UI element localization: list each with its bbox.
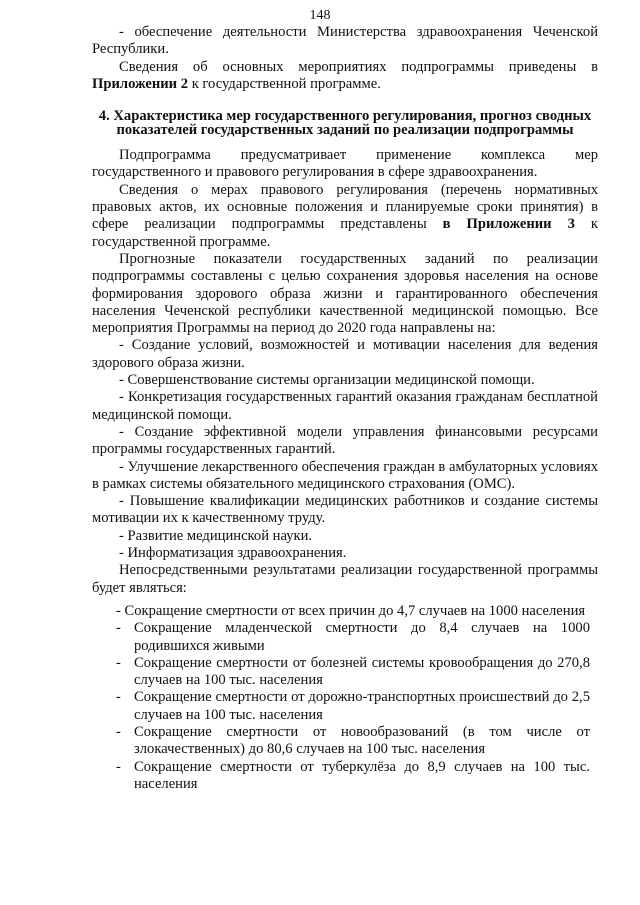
legal-acts-text-after: к государственной программе. xyxy=(92,216,598,250)
paragraph-regulation: Подпрограмма предусматривает применение комплекса мер государственного и правового регулирования в сфере здравоохранения. xyxy=(92,147,598,181)
measure-item: - Создание условий, возможностей и мотивации населения для ведения здорового образа жизни. xyxy=(92,337,598,371)
result-item xyxy=(92,620,598,655)
page-number: 148 xyxy=(309,8,331,23)
result-item xyxy=(92,724,598,759)
appendix-link-text: Приложении 2 xyxy=(92,75,189,92)
dash-marker: - xyxy=(116,620,121,637)
measure-item: - Развитие медицинской науки. xyxy=(119,527,313,544)
result-item xyxy=(92,759,598,794)
measure-item: - Повышение квалификации медицинских работников и создание системы мотивации их к качественному труду. xyxy=(92,493,598,527)
measure-item: - Конкретизация государственных гарантий оказания гражданам бесплатной медицинской помощи. xyxy=(92,389,598,423)
dash-marker: - xyxy=(116,654,121,671)
result-text: Сокращение смертности от туберкулёза до 8,9 случаев на 100 тыс. населения xyxy=(134,758,590,792)
dash-marker: - xyxy=(116,758,121,775)
result-text: Сокращение младенческой смертности до 8,4 случаев на 1000 родившихся живыми xyxy=(134,620,590,654)
appendix-reference xyxy=(92,59,598,94)
intro-bullet: - обеспечение деятельности Министерства здравоохранения Чеченской Республики. xyxy=(92,24,598,58)
legal-acts-appendix: в Приложении 3 xyxy=(442,216,575,233)
result-text: Сокращение смертности от дорожно-транспортных происшествий до 2,5 случаев на 100 тыс. населения xyxy=(134,689,590,723)
measure-item: - Совершенствование системы организации медицинской помощи. xyxy=(119,372,535,389)
measure-item: - Информатизация здравоохранения. xyxy=(119,545,347,562)
paragraph-forecast: Прогнозные показатели государственных заданий по реализации подпрограммы составлены с целью сохранения здоровья населения на основе формирования здорового образа жизни и гарантированного обеспечения населения Чеченской республики качественной медицинской помощью. Все мероприятия Программы на период до 2020 года направлены на: xyxy=(92,250,598,337)
measure-item: - Улучшение лекарственного обеспечения граждан в амбулаторных условиях в рамках системы обязательного медицинского страхования (ОМС). xyxy=(92,458,598,492)
section-heading: 4. Характеристика мер государственного регулирования, прогноз сводных показателей государственных заданий по реализации подпрограммы xyxy=(98,108,592,138)
appendix-text-before: Сведения об основных мероприятиях подпрограммы приведены в xyxy=(119,58,598,75)
document-body xyxy=(92,24,598,793)
dash-marker: - xyxy=(116,723,121,740)
results-list xyxy=(92,603,598,793)
result-text: Сокращение смертности от новообразований (в том числе от злокачественных) до 80,6 случаев на 100 тыс. населения xyxy=(134,723,590,758)
paragraph-legal-acts xyxy=(92,182,598,251)
result-item xyxy=(92,655,598,690)
result-item-first: - Сокращение смертности от всех причин до 4,7 случаев на 1000 населения xyxy=(116,602,586,619)
results-intro: Непосредственными результатами реализации государственной программы будет являться: xyxy=(92,562,598,596)
result-text: Сокращение смертности от болезней системы кровообращения до 270,8 случаев на 100 тыс. населения xyxy=(134,654,590,689)
appendix-text-after: к государственной программе. xyxy=(188,75,381,92)
result-item xyxy=(92,689,598,724)
legal-acts-text-before: Сведения о мерах правового регулирования (перечень нормативных правовых актов, их основные положения и планируемые сроки принятия) в сфере реализации подпрограммы представлены xyxy=(92,181,598,233)
dash-marker: - xyxy=(116,689,121,706)
measure-item: - Создание эффективной модели управления финансовыми ресурсами программы государственных гарантий. xyxy=(92,423,598,458)
